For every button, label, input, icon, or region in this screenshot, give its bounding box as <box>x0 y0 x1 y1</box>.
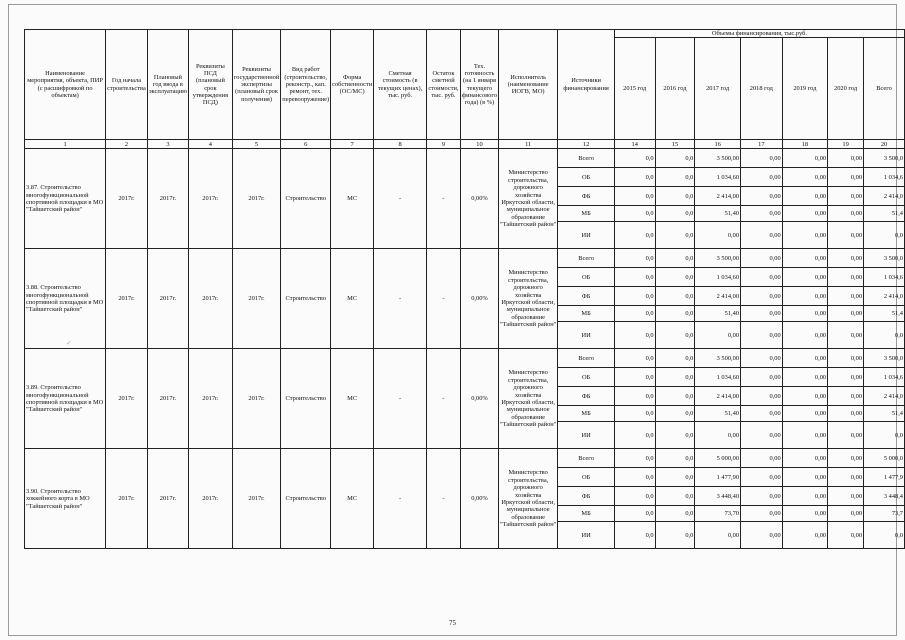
funding-value: 0,00 <box>828 168 864 187</box>
financing-table <box>24 29 905 549</box>
funding-value: 0,00 <box>782 187 827 206</box>
funding-value: 1 477,9 <box>864 468 905 487</box>
funding-value: 3 500,0 <box>864 149 905 168</box>
funding-value: 0,00 <box>741 387 783 406</box>
header-row-1 <box>25 30 905 38</box>
funding-value: 0,0 <box>614 268 655 287</box>
ownership: МС <box>331 249 374 349</box>
funding-source: МБ <box>558 206 615 222</box>
funding-value: 0,0 <box>614 449 655 468</box>
column-number: 18 <box>782 140 827 149</box>
funding-source: ОБ <box>558 368 615 387</box>
funding-value: 3 500,00 <box>695 349 741 368</box>
funding-source: ФБ <box>558 387 615 406</box>
object-name: 3.87. Строительство многофункциональной спортивной площадки в МО "Тайшетский район" <box>25 149 106 249</box>
funding-value: 0,00 <box>828 149 864 168</box>
psd-date: 2017г. <box>189 449 233 549</box>
readiness: 0,00% <box>460 149 498 249</box>
funding-value: 0,0 <box>655 149 695 168</box>
funding-value: 51,40 <box>695 306 741 322</box>
funding-value: 0,00 <box>828 222 864 249</box>
funding-value: 0,00 <box>828 368 864 387</box>
estimate-cost: - <box>374 249 427 349</box>
funding-value: 0,00 <box>828 422 864 449</box>
remaining-cost: - <box>426 449 460 549</box>
funding-value: 0,00 <box>741 487 783 506</box>
funding-source: ИИ <box>558 422 615 449</box>
ownership: МС <box>331 349 374 449</box>
column-number: 16 <box>695 140 741 149</box>
expertise-date: 2017г. <box>232 449 281 549</box>
start-year: 2017г. <box>106 249 148 349</box>
funding-value: 1 034,6 <box>864 168 905 187</box>
funding-value: 0,0 <box>864 222 905 249</box>
table-row <box>25 349 905 368</box>
funding-value: 0,0 <box>864 522 905 549</box>
expertise-date: 2017г. <box>232 349 281 449</box>
funding-value: 2 414,00 <box>695 387 741 406</box>
funding-value: 0,00 <box>782 422 827 449</box>
header-start-year: Год начала строительства <box>106 30 148 140</box>
funding-value: 1 034,60 <box>695 268 741 287</box>
funding-value: 0,0 <box>655 468 695 487</box>
funding-value: 0,0 <box>614 506 655 522</box>
funding-value: 0,0 <box>655 287 695 306</box>
funding-value: 3 500,00 <box>695 249 741 268</box>
funding-value: 0,0 <box>655 349 695 368</box>
funding-value: 0,00 <box>828 449 864 468</box>
remaining-cost: - <box>426 249 460 349</box>
remaining-cost: - <box>426 149 460 249</box>
psd-date: 2017г. <box>189 249 233 349</box>
column-number: 19 <box>828 140 864 149</box>
ownership: МС <box>331 449 374 549</box>
funding-value: 0,0 <box>655 487 695 506</box>
funding-value: 0,00 <box>828 287 864 306</box>
funding-value: 0,00 <box>741 222 783 249</box>
commission-year: 2017г. <box>147 149 188 249</box>
start-year: 2017г. <box>106 449 148 549</box>
funding-value: 0,00 <box>782 149 827 168</box>
funding-value: 0,00 <box>741 306 783 322</box>
funding-value: 0,00 <box>828 206 864 222</box>
funding-value: 0,0 <box>655 306 695 322</box>
funding-value: 0,0 <box>655 449 695 468</box>
funding-source: ОБ <box>558 268 615 287</box>
funding-value: 0,00 <box>741 187 783 206</box>
funding-value: 0,00 <box>828 268 864 287</box>
funding-value: 0,0 <box>614 522 655 549</box>
header-psd: Реквизиты ПСД (плановый срок утверждения ПСД) <box>189 30 233 140</box>
funding-value: 5 000,0 <box>864 449 905 468</box>
funding-value: 3 448,40 <box>695 487 741 506</box>
funding-value: 0,0 <box>655 168 695 187</box>
funding-value: 0,00 <box>741 206 783 222</box>
funding-value: 0,0 <box>614 468 655 487</box>
funding-value: 0,00 <box>828 506 864 522</box>
remaining-cost: - <box>426 349 460 449</box>
funding-source: ОБ <box>558 468 615 487</box>
funding-value: 0,00 <box>741 249 783 268</box>
readiness: 0,00% <box>460 249 498 349</box>
executor: Министерство строительства, дорожного хозяйства Иркутской области, муниципальное образование "Тайшетский район" <box>499 449 558 549</box>
funding-value: 0,00 <box>828 468 864 487</box>
header-readiness: Тех. готовность (на 1 января текущего финансового года) (в %) <box>460 30 498 140</box>
funding-value: 0,00 <box>741 149 783 168</box>
funding-value: 0,00 <box>741 287 783 306</box>
funding-value: 2 414,00 <box>695 187 741 206</box>
funding-value: 0,0 <box>655 206 695 222</box>
work-type: Строительство <box>281 249 331 349</box>
funding-value: 0,00 <box>782 449 827 468</box>
column-number: 1 <box>25 140 106 149</box>
header-name: Наименование мероприятия, объекта, ПИР (с расшифровкой по объектам) <box>25 30 106 140</box>
funding-value: 0,00 <box>782 268 827 287</box>
funding-value: 51,4 <box>864 306 905 322</box>
object-name: 3.88. Строительство многофункциональной спортивной площадки в МО "Тайшетский район" <box>25 249 106 349</box>
funding-source: МБ <box>558 506 615 522</box>
column-number: 4 <box>189 140 233 149</box>
funding-source: ФБ <box>558 287 615 306</box>
header-source: Источники финансирования <box>558 30 615 140</box>
funding-source: ФБ <box>558 187 615 206</box>
funding-value: 0,00 <box>782 287 827 306</box>
funding-value: 0,00 <box>741 449 783 468</box>
header-executor: Исполнитель (наименование ИОГВ, МО) <box>499 30 558 140</box>
table-row <box>25 149 905 168</box>
funding-value: 0,00 <box>741 349 783 368</box>
funding-value: 0,00 <box>741 268 783 287</box>
funding-value: 0,0 <box>614 368 655 387</box>
expertise-date: 2017г. <box>232 249 281 349</box>
funding-value: 0,00 <box>828 249 864 268</box>
funding-value: 0,0 <box>864 422 905 449</box>
column-number: 2 <box>106 140 148 149</box>
funding-source: Всего <box>558 349 615 368</box>
funding-value: 0,00 <box>741 522 783 549</box>
funding-value: 0,0 <box>655 222 695 249</box>
funding-value: 0,00 <box>741 322 783 349</box>
funding-value: 3 500,00 <box>695 149 741 168</box>
page-number: 75 <box>449 619 456 627</box>
funding-source: Всего <box>558 149 615 168</box>
header-remainder: Остаток сметной стоимости, тыс. руб. <box>426 30 460 140</box>
funding-value: 51,40 <box>695 206 741 222</box>
column-number: 17 <box>741 140 783 149</box>
expertise-date: 2017г. <box>232 149 281 249</box>
funding-value: 0,00 <box>782 406 827 422</box>
psd-date: 2017г. <box>189 149 233 249</box>
funding-value: 3 500,0 <box>864 249 905 268</box>
funding-value: 0,0 <box>655 387 695 406</box>
column-number: 15 <box>655 140 695 149</box>
column-number: 9 <box>426 140 460 149</box>
funding-value: 0,00 <box>828 349 864 368</box>
funding-value: 0,00 <box>782 306 827 322</box>
funding-value: 0,0 <box>655 368 695 387</box>
funding-value: 0,0 <box>614 306 655 322</box>
column-number: 7 <box>331 140 374 149</box>
commission-year: 2017г. <box>147 349 188 449</box>
funding-value: 0,0 <box>614 249 655 268</box>
funding-value: 0,0 <box>864 322 905 349</box>
funding-value: 0,00 <box>695 222 741 249</box>
executor: Министерство строительства, дорожного хозяйства Иркутской области, муниципальное образование "Тайшетский район" <box>499 349 558 449</box>
funding-value: 0,0 <box>655 406 695 422</box>
funding-value: 0,00 <box>695 422 741 449</box>
funding-value: 0,0 <box>614 406 655 422</box>
funding-value: 0,0 <box>614 487 655 506</box>
funding-value: 0,0 <box>614 222 655 249</box>
header-expertise: Реквизиты государственной экспертизы (плановый срок получения) <box>232 30 281 140</box>
column-number-row <box>25 140 905 149</box>
commission-year: 2017г. <box>147 249 188 349</box>
funding-value: 0,0 <box>655 187 695 206</box>
funding-value: 0,00 <box>782 222 827 249</box>
funding-value: 0,0 <box>614 206 655 222</box>
header-funding-group: Объемы финансирования, тыс.руб. <box>614 30 904 38</box>
funding-value: 0,00 <box>782 168 827 187</box>
funding-value: 0,00 <box>782 522 827 549</box>
funding-value: 2 414,0 <box>864 287 905 306</box>
object-name: 3.90. Строительство хоккейного корта в МО "Тайшетский район" <box>25 449 106 549</box>
funding-value: 73,70 <box>695 506 741 522</box>
column-number: 3 <box>147 140 188 149</box>
header-ownership: Форма собственности (ОС/МС) <box>331 30 374 140</box>
commission-year: 2017г. <box>147 449 188 549</box>
work-type: Строительство <box>281 149 331 249</box>
work-type: Строительство <box>281 449 331 549</box>
funding-source: ИИ <box>558 522 615 549</box>
funding-value: 3 500,0 <box>864 349 905 368</box>
header-2015: 2015 год <box>614 38 655 140</box>
funding-source: ФБ <box>558 487 615 506</box>
column-number: 5 <box>232 140 281 149</box>
funding-source: Всего <box>558 449 615 468</box>
start-year: 2017г. <box>106 349 148 449</box>
funding-source: МБ <box>558 406 615 422</box>
funding-value: 0,00 <box>828 306 864 322</box>
funding-source: ОБ <box>558 168 615 187</box>
object-name: 3.89. Строительство многофункциональной спортивной площадки в МО "Тайшетский район" <box>25 349 106 449</box>
ownership: МС <box>331 149 374 249</box>
header-total: Всего <box>864 38 905 140</box>
estimate-cost: - <box>374 149 427 249</box>
funding-value: 0,00 <box>782 349 827 368</box>
funding-value: 0,00 <box>782 368 827 387</box>
funding-value: 1 034,60 <box>695 168 741 187</box>
funding-value: 0,0 <box>655 249 695 268</box>
funding-value: 0,00 <box>695 522 741 549</box>
funding-value: 0,00 <box>828 187 864 206</box>
funding-value: 1 034,6 <box>864 268 905 287</box>
funding-value: 0,00 <box>828 322 864 349</box>
funding-value: 0,00 <box>782 506 827 522</box>
executor: Министерство строительства, дорожного хозяйства Иркутской области, муниципальное образование "Тайшетский район" <box>499 149 558 249</box>
funding-value: 0,00 <box>782 468 827 487</box>
funding-value: 2 414,0 <box>864 387 905 406</box>
funding-value: 0,00 <box>782 387 827 406</box>
funding-source: ИИ <box>558 322 615 349</box>
funding-value: 0,0 <box>614 387 655 406</box>
funding-value: 0,00 <box>828 487 864 506</box>
header-2018: 2018 год <box>741 38 783 140</box>
funding-value: 0,0 <box>614 287 655 306</box>
funding-source: Всего <box>558 249 615 268</box>
funding-value: 0,0 <box>614 422 655 449</box>
work-type: Строительство <box>281 349 331 449</box>
header-work-type: Вид работ (строительство, реконстр., кап. ремонт, тех. перевооружение) <box>281 30 331 140</box>
funding-value: 51,4 <box>864 206 905 222</box>
funding-value: 51,4 <box>864 406 905 422</box>
column-number: 8 <box>374 140 427 149</box>
funding-value: 0,00 <box>828 406 864 422</box>
header-estimate: Сметная стоимость (в текущих ценах), тыс. руб. <box>374 30 427 140</box>
column-number: 12 <box>558 140 615 149</box>
executor: Министерство строительства, дорожного хозяйства Иркутской области, муниципальное образование "Тайшетский район" <box>499 249 558 349</box>
check-mark-icon: ✓ <box>66 339 72 347</box>
psd-date: 2017г. <box>189 349 233 449</box>
funding-value: 73,7 <box>864 506 905 522</box>
funding-value: 0,00 <box>782 487 827 506</box>
column-number: 6 <box>281 140 331 149</box>
column-number: 20 <box>864 140 905 149</box>
funding-value: 0,00 <box>741 422 783 449</box>
funding-value: 1 034,6 <box>864 368 905 387</box>
table-row <box>25 449 905 468</box>
header-2019: 2019 год <box>782 38 827 140</box>
funding-value: 0,0 <box>655 322 695 349</box>
funding-value: 0,0 <box>655 268 695 287</box>
funding-value: 0,00 <box>741 368 783 387</box>
header-2020: 2020 год <box>828 38 864 140</box>
funding-value: 0,0 <box>614 349 655 368</box>
funding-value: 0,00 <box>741 468 783 487</box>
funding-value: 2 414,0 <box>864 187 905 206</box>
funding-value: 1 034,60 <box>695 368 741 387</box>
funding-value: 0,00 <box>782 322 827 349</box>
column-number: 11 <box>499 140 558 149</box>
funding-source: ИИ <box>558 222 615 249</box>
funding-value: 0,00 <box>782 206 827 222</box>
funding-value: 51,40 <box>695 406 741 422</box>
funding-value: 1 477,90 <box>695 468 741 487</box>
header-2017: 2017 год <box>695 38 741 140</box>
header-2016: 2016 год <box>655 38 695 140</box>
funding-value: 0,00 <box>828 522 864 549</box>
funding-value: 0,0 <box>614 322 655 349</box>
funding-value: 0,0 <box>655 506 695 522</box>
funding-value: 5 000,00 <box>695 449 741 468</box>
estimate-cost: - <box>374 349 427 449</box>
funding-value: 0,0 <box>614 149 655 168</box>
funding-value: 0,00 <box>782 249 827 268</box>
header-commission-year: Плановый год ввода в эксплуатацию <box>147 30 188 140</box>
column-number: 14 <box>614 140 655 149</box>
start-year: 2017г. <box>106 149 148 249</box>
funding-value: 0,00 <box>741 506 783 522</box>
readiness: 0,00% <box>460 349 498 449</box>
funding-value: 0,0 <box>655 422 695 449</box>
funding-value: 3 448,4 <box>864 487 905 506</box>
funding-value: 0,0 <box>614 187 655 206</box>
column-number: 10 <box>460 140 498 149</box>
funding-source: МБ <box>558 306 615 322</box>
funding-value: 0,00 <box>695 322 741 349</box>
funding-value: 0,00 <box>741 406 783 422</box>
funding-value: 0,00 <box>828 387 864 406</box>
estimate-cost: - <box>374 449 427 549</box>
funding-value: 0,00 <box>741 168 783 187</box>
table-row <box>25 249 905 268</box>
readiness: 0,00% <box>460 449 498 549</box>
funding-value: 0,0 <box>655 522 695 549</box>
funding-value: 2 414,00 <box>695 287 741 306</box>
funding-value: 0,0 <box>614 168 655 187</box>
